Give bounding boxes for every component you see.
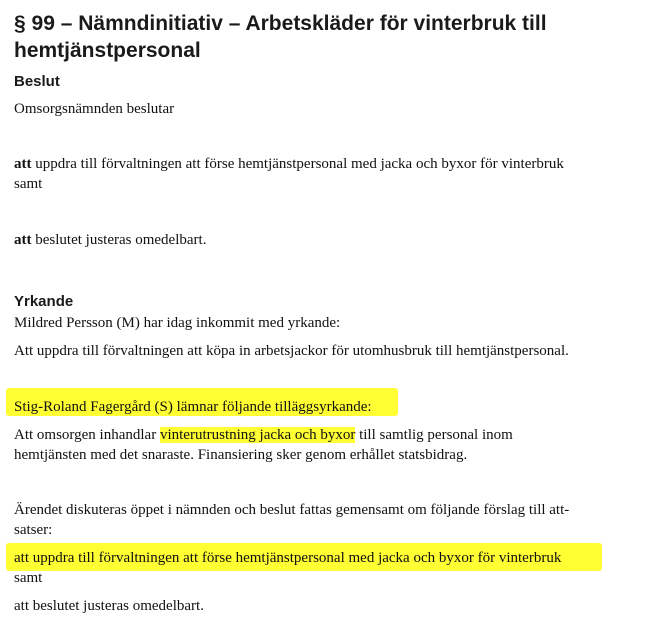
- att-keyword: att: [14, 232, 32, 248]
- yrkande-line-2: Att uppdra till förvaltningen att köpa in arbetsjackor för utomhusbruk till hemtjänstpersonal.: [14, 343, 569, 359]
- tillagg-post: till samtlig personal inom: [355, 427, 513, 443]
- tillagg-text: [14, 425, 634, 465]
- beslut-point-2-text: beslutet justeras omedelbart.: [31, 232, 207, 248]
- final-point-1: [14, 548, 634, 588]
- yrkande-line-1: Mildred Persson (M) har idag inkommit med yrkande:: [14, 315, 341, 331]
- arendet-line-2: satser:: [14, 522, 53, 538]
- tillagg-intro: Stig-Roland Fagergård (S) lämnar följande tilläggsyrkande:: [14, 399, 372, 415]
- att-keyword: att: [14, 156, 32, 172]
- beslut-point-1-text: uppdra till förvaltningen att förse hemtjänstpersonal med jacka och byxor för vinterbruk: [31, 156, 564, 172]
- tillagg-line-2: hemtjänsten med det snaraste. Finansiering sker genom erhållet statsbidrag.: [14, 447, 468, 463]
- final-point-2: att beslutet justeras omedelbart.: [14, 598, 204, 614]
- beslut-intro: Omsorgsnämnden beslutar: [14, 101, 175, 117]
- arendet-text: [14, 500, 634, 540]
- tillagg-highlight: vinterutrustning jacka och byxor: [159, 427, 356, 443]
- beslut-heading: Beslut: [14, 73, 60, 90]
- yrkande-heading: Yrkande: [14, 293, 74, 310]
- page-title: § 99 – Nämndinitiativ – Arbetskläder för vinterbruk till hemtjänstpersonal: [14, 12, 547, 62]
- tillagg-pre: Att omsorgen inhandlar: [14, 427, 160, 443]
- final-line-1: att uppdra till förvaltningen att förse hemtjänstpersonal med jacka och byxor för vinterbruk: [14, 550, 562, 566]
- arendet-line-1: Ärendet diskuteras öppet i nämnden och beslut fattas gemensamt om följande förslag till att-: [14, 502, 570, 518]
- beslut-point-1: [14, 154, 634, 194]
- beslut-point-1-samt: samt: [14, 176, 43, 192]
- final-line-2: samt: [14, 570, 43, 586]
- beslut-point-2: [14, 230, 634, 250]
